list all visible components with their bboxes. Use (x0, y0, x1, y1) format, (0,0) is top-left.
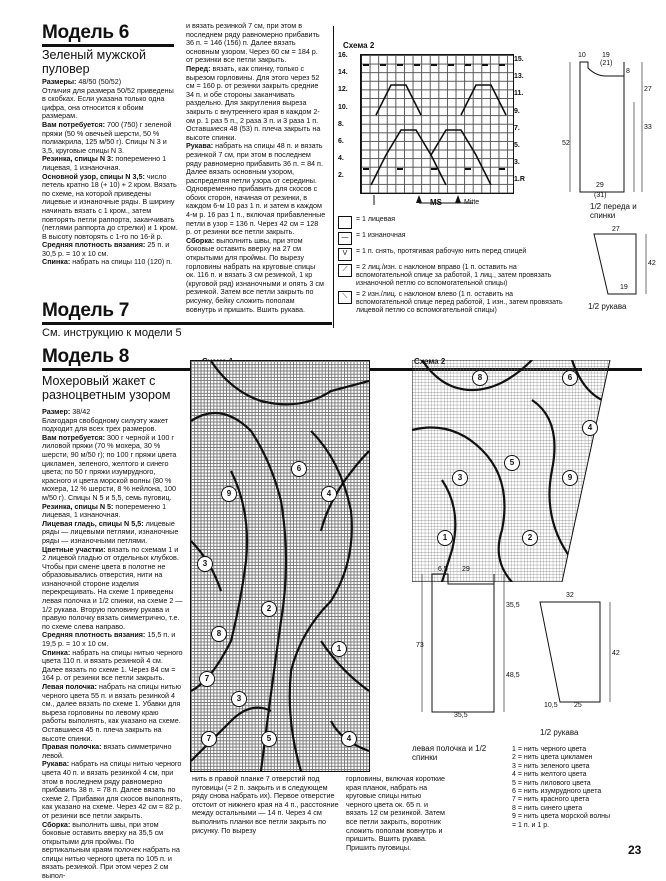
ms-label: MS (430, 198, 442, 207)
legend-item: 6 = нить изумрудного цвета (512, 788, 602, 796)
model8-text-col2: нить в правой планке 7 отверстий под пуговицы (= 2 п. закрыть и в следующем ряду снова набрать их). Первое отверстие отстоит от нижнего края на 4 п., расстояние между остальными — 14 п. Через 4 см выполнить планки все петли закрыть по рисунку. По вырезу (192, 774, 339, 835)
m8-dim-length: 73 (416, 642, 424, 649)
legend-symbol-icon: — (338, 232, 352, 245)
m8-scheme2-shape (412, 360, 612, 582)
paragraph-heading: Резинка, спицы N 5: (42, 501, 114, 511)
paragraph-text: 25 п. и 30,5 р. = 10 х 10 см. (42, 240, 170, 258)
row-number: 14. (338, 69, 348, 77)
paragraph-text: набрать на спицы нитью черного цвета 55 п. и вязать резинкой 4 см., далее вязать по схеме 1. Убавки для выреза горловины по левому краю работы выполнять, как указано на схеме. Оставшиеся 45 п. плеча закрыть на высоте спинки. (42, 682, 182, 743)
paragraph-text: лицевые ряды — лицевыми петлями, изнаночные ряды — изнаночными петлями. (42, 518, 179, 545)
legend-text: = 2 лиц./изн. с наклоном вправо (1 п. оставить на вспомогательной спице за работой, 1 лиц., затем провязать изнаночной петлю со вспомогательной спицы) (356, 264, 552, 287)
color-zone-label: 7 (199, 671, 215, 687)
paragraph-heading: Сборка: (186, 235, 215, 245)
paragraph-text: число петель кратно 18 (+ 10) + 2 кром. Вязать по схеме, на которой приведены лицевые и изнаночные ряды. В ширину начинать вязать с 1 кром., затем повторять петли раппорта, заканчивать (петлями раппорта до стрелки) и 1 кром. В высоту повторять с 1-го по 16-й р. (42, 171, 178, 241)
m8-pattern-front-shape (416, 562, 522, 722)
color-zone-label: 8 (211, 626, 227, 642)
paragraph (42, 503, 184, 520)
paragraph (42, 631, 184, 648)
legend-text: = 1 изнаночная (356, 232, 406, 239)
m6-scheme-symbols (361, 55, 513, 193)
legend-item: 3 = нить зеленого цвета (512, 762, 590, 770)
m6-dim-bottom-alt: (31) (594, 192, 607, 199)
row-number: 8. (338, 120, 344, 128)
m6-sleeve-top: 27 (612, 226, 620, 233)
paragraph (186, 65, 326, 142)
m8-dim-armhole: 35,5 (506, 602, 520, 609)
color-zone-label: 3 (452, 470, 468, 486)
m6-sleeve-height: 42 (648, 260, 656, 267)
legend-text: = 1 лицевая (356, 216, 396, 223)
color-zone-label: 8 (472, 370, 488, 386)
paragraph-text: 38/42 (70, 407, 91, 416)
color-zone-label: 9 (221, 486, 237, 502)
color-zone-label: 3 (231, 691, 247, 707)
paragraph-text: и вязать резинкой 7 см, при этом в последнем ряду равномерно прибавить 36 п. = 146 (156) п. Далее вязать основным узором. Через 60 см = 184 р. от резинки все петли закрыть. (186, 21, 320, 65)
m8-sleeve-top: 32 (566, 592, 574, 599)
m6-dim-top-alt: (21) (600, 60, 613, 67)
legend-symbol-icon: ⟍ (338, 291, 352, 304)
paragraph (42, 760, 184, 820)
m6-dim-height: 52 (562, 140, 570, 147)
legend-text: = 2 изн./лиц. с наклоном влево (1 п. оставить на вспомогательной спице перед работой, 1 изн., затем провязать лицевой петлю со вспомогательной спицы) (356, 291, 563, 314)
color-zone-label: 9 (562, 470, 578, 486)
row-number: 6. (338, 137, 344, 145)
paragraph (42, 258, 178, 267)
paragraph (42, 121, 178, 155)
paragraph-heading: Рукава: (186, 141, 214, 151)
model8-subtitle: Мохеровый жакет с разноцветным узором (42, 374, 171, 402)
legend-item: 8 = нить синего цвета (512, 804, 583, 812)
paragraph-heading: Цветные участки: (42, 544, 106, 554)
legend-item: 4 = нить желтого цвета (512, 771, 587, 779)
paragraph (186, 142, 326, 237)
color-zone-label: 6 (291, 461, 307, 477)
mitte-arrow-icon (455, 195, 461, 203)
row-number: 7. (514, 124, 520, 132)
paragraph-text: 15,5 п. и 19,5 р. = 10 х 10 см. (42, 630, 176, 649)
paragraph-heading: Сборка: (42, 819, 71, 829)
row-number: 13. (514, 73, 524, 81)
paragraph (42, 546, 184, 632)
paragraph (186, 22, 326, 65)
m6-dim-armhole: 27 (644, 86, 652, 93)
color-zone-label: 6 (562, 370, 578, 386)
column-divider (333, 26, 334, 328)
m6-pattern-body (562, 42, 657, 202)
color-zone-label: 2 (522, 530, 538, 546)
m6-dim-side: 33 (644, 124, 652, 131)
m8-pattern-sleeve (530, 590, 630, 710)
legend-item: 2 = нить цвета цикламен (512, 754, 593, 762)
page-number: 23 (628, 843, 642, 857)
m6-dim-neck: 8 (626, 68, 630, 75)
m8-scheme2-grid (412, 360, 612, 582)
m6-legend (338, 216, 570, 318)
row-number: 9. (514, 107, 520, 115)
legend-text: = 1 п. снять, протягивая рабочую нить перед спицей (356, 248, 527, 255)
paragraph (42, 683, 184, 743)
m8-dim-width: 35,5 (454, 712, 468, 719)
paragraph-text: выполнить швы, при этом боковые оставить вверху на 35,5 см открытыми для проймы. По вертикальным краям полочек набрать на спицы нитью черного цвета по 105 п. и вязать резинкой. При этом через 2 см выпол- (42, 819, 180, 881)
paragraph-text: Отличия для размера 50/52 приведены в скобках. Если указана только одна цифра, она относится к обоим размерам. (42, 85, 174, 121)
ms-arrow-icon (416, 195, 422, 203)
model6-subtitle: Зеленый мужской пуловер (42, 48, 146, 76)
paragraph-text: Благодаря свободному силуэту жакет подходит для всех трех размеров. (42, 415, 169, 434)
row-number: 3. (514, 159, 520, 167)
paragraph (42, 743, 184, 760)
paragraph-heading: Резинка, спицы N 3: (42, 154, 114, 164)
m6-row-numbers-left (338, 52, 358, 190)
m8-scheme1-grid (190, 360, 370, 772)
m6-dim-bottom: 29 (596, 182, 604, 189)
paragraph-heading: Средняя плотность вязания: (42, 240, 146, 250)
paragraph (186, 237, 326, 314)
paragraph-text: попеременно 1 лицевая, 1 изнаночная. (42, 501, 167, 520)
model7-title: Модель 7 (42, 300, 130, 321)
model6-title-underline (42, 44, 174, 47)
model7-text: См. инструкцию к модели 5 (42, 327, 182, 339)
paragraph-heading: Размер: (42, 407, 71, 416)
m8-dim-side: 48,5 (506, 672, 520, 679)
legend-item (338, 216, 570, 229)
paragraph-text: набрать на спицы 110 (120) п. (70, 257, 173, 267)
paragraph-text: набрать на спицы нитью черного цвета 110 п. и вязать резинкой 4 см. Далее вязать по схеме 1. Через 84 см = 164 р. от резинки все петли закрыть. (42, 647, 183, 683)
paragraph-heading: Правая полочка: (42, 742, 102, 752)
paragraph (42, 87, 178, 121)
paragraph (42, 649, 184, 683)
m6-dim-top-a: 10 (578, 52, 586, 59)
color-zone-label: 1 (331, 641, 347, 657)
legend-symbol-icon (338, 216, 352, 229)
row-number: 2. (338, 172, 344, 180)
color-zone-label: 3 (197, 556, 213, 572)
paragraph-heading: Левая полочка: (42, 682, 97, 691)
paragraph-heading: Вам потребуется: (42, 119, 106, 129)
legend-item (338, 264, 570, 288)
color-zone-label: 5 (504, 455, 520, 471)
row-number: 1.R (514, 176, 525, 184)
legend-item: 5 = нить лилового цвета (512, 779, 591, 787)
paragraph (42, 821, 184, 881)
m6-scheme-title: Схема 2 (343, 41, 375, 50)
paragraph (42, 155, 178, 172)
m8-sleeve-bottom-a: 10,5 (544, 702, 558, 709)
paragraph-heading: Средняя плотность вязания: (42, 630, 146, 640)
paragraph-heading: Вам потребуется: (42, 432, 106, 442)
m8-pattern-front (416, 562, 522, 722)
m8-dim-neck: 6,5 (438, 566, 448, 573)
m8-sleeve-bottom-b: 25 (574, 702, 582, 709)
paragraph-text: выполнить швы, при этом боковые оставить вверху на 27 см открытыми для проймы. По вырезу горловины набрать на круговые спицы ок. 116 п. и вязать 3 см резинкой, 1 кр (круговой ряд) изнаночными и опять 3 см резинкой. Затем все петли закрыть по рисунку, бейку сложить пополам вовнутрь и пришить. Вшить рукава. (186, 235, 324, 314)
mitte-label: Mitte (464, 199, 480, 206)
paragraph-heading: Перед: (186, 63, 211, 73)
row-number: 15. (514, 56, 524, 63)
paragraph-text: вязать, как спинку, только с вырезом горловины. Для этого через 52 см = 160 р. от резинки закрыть средние 34 п. и обе стороны заканчивать раздельно. Для закругления выреза закрыть с внутреннего края в каждом 2-ом р. 1 раз 5 п., 2 раза 3 п. и 3 раза 1 п. Оставшиеся 48 (53) п. плеча закрыть на высоте спинки. (186, 63, 321, 142)
color-zone-label: 7 (201, 731, 217, 747)
paragraph-text: 300 г черной и 100 г лиловой пряжи (70 % мохера, 30 % шерсти, 90 м/50 г); по 100 г пряжи цвета цикламен, зеленого, желтого и синего цвета; по 50 г пряжи изумрудного, красного и цвета морской волны (80 % мохера, 12 % шерсти, 8 % нейлона, 100 м/50 г). Спицы N 5 и 5,5, семь пуговиц. (42, 432, 177, 502)
paragraph-text: попеременно 1 лицевая, 1 изнаночная. (42, 154, 167, 172)
m8-legend (512, 746, 652, 830)
row-number: 4. (338, 155, 344, 163)
paragraph-text: набрать на спицы 48 п. и вязать резинкой 7 см, при этом в последнем ряду равномерно прибавить 36 п. = 84 п. Далее вязать основным узором, распределяя петли узора от середины. Одновременно прибавить для скосов с обоих сторон, начиная от резинки, в каждом 6-м 10 раз 1 п. и затем в каждом 4-м р. 16 раз 1 п., включая прибавленные петли в узор = 136 п. Через 42 см = 128 р. от резинки все петли закрыть. (186, 141, 326, 237)
paragraph-heading: Размеры: (42, 77, 77, 86)
m6-pattern-sleeve (588, 226, 660, 298)
color-zone-label: 1 (437, 530, 453, 546)
row-number: 11. (514, 90, 524, 98)
paragraph-heading: Лицевая гладь, спицы N 5,5: (42, 518, 144, 528)
color-zone-label: 2 (261, 601, 277, 617)
paragraph-text: вязать симметрично левой. (42, 742, 172, 760)
row-number: 5. (514, 141, 520, 149)
paragraph-heading: Спинка: (42, 257, 71, 267)
paragraph (42, 417, 184, 434)
m6-sleeve-caption: 1/2 рукава (588, 302, 627, 311)
m6-dim-top-b: 19 (602, 52, 610, 59)
m8-sleeve-height: 42 (612, 650, 620, 657)
paragraph-text: 700 (750) г зеленой пряжи (50 % овечьей шерсти, 50 % полиакрила, 125 м/50 г). Спицы N 3 и 3,5, круговые спицы N 3. (42, 119, 172, 155)
m6-scheme-bottom (358, 193, 518, 215)
m8-front-caption: левая полочка и 1/2 спинки (412, 744, 487, 762)
color-zone-label: 5 (261, 731, 277, 747)
paragraph-heading: Рукава: (42, 759, 70, 769)
paragraph-heading: Основной узор, спицы N 3,5: (42, 171, 145, 181)
paragraph-text: набрать на спицы нитью черного цвета 40 п. и вязать резинкой 4 см, при этом в последнем ряду равномерно прибавить 38 п. = 78 п. Далее вязать по схеме 2. Прибавки для скосов выполнять, как указано на схеме. Через 42 см = 82 р. от резинки все петли закрыть. (42, 759, 183, 820)
color-zone-label: 4 (582, 420, 598, 436)
row-number: 10. (338, 103, 348, 111)
paragraph (42, 520, 184, 546)
legend-item: = 1 п. и 1 р. (512, 821, 550, 829)
m6-pattern-caption: 1/2 переда и спинки (590, 202, 637, 220)
m6-row-numbers-right (514, 56, 554, 194)
m6-scheme-grid (360, 54, 514, 194)
paragraph-heading: Спинка: (42, 647, 71, 657)
model6-text-col2 (186, 22, 326, 314)
model8-text-col1 (42, 408, 184, 881)
paragraph-text: 48/50 (50/52) (76, 77, 122, 86)
color-zone-label: 4 (341, 731, 357, 747)
model6-text-col1 (42, 78, 178, 267)
color-zone-label: 4 (321, 486, 337, 502)
model8-title: Модель 8 (42, 346, 130, 367)
row-number: 12. (338, 86, 348, 94)
legend-item: 1 = нить черного цвета (512, 746, 587, 753)
row-number: 16. (338, 52, 348, 59)
legend-item (338, 248, 570, 261)
paragraph (42, 241, 178, 258)
m8-sleeve-caption: 1/2 рукава (540, 728, 579, 737)
legend-symbol-icon: ⟋ (338, 264, 352, 277)
m8-dim-shoulder: 29 (462, 566, 470, 573)
paragraph (42, 434, 184, 503)
legend-item (338, 232, 570, 245)
m6-sleeve-bottom: 19 (620, 284, 628, 291)
model8-text-col3: горловины, включая короткие края планок, набрать на круговые спицы нитью черного цвета ок. 65 п. и вязать 12 см резинкой. Затем все петли закрыть, воротник сложить пополам вовнутрь и пришить. Вшить рукава. Пришить пуговицы. (346, 774, 446, 852)
paragraph-text: вязать по схемам 1 и 2 лицевой гладью от отдельных клубков. Чтобы при смене цвета в полотне не образовывались отверстия, нити на изнаночной стороне изделия перекрещивать. На схеме 1 приведены левая полочка и 1/2 спинки, на схеме 2 — 1/2 рукава. Вторую половину рукава и правую полочку вязать симметрично, т.е. по схеме слева направо. (42, 544, 183, 631)
paragraph (42, 173, 178, 242)
legend-item: 9 = нить цвета морской волны (512, 813, 611, 821)
legend-item (338, 291, 570, 315)
m8-scheme1-contours (191, 361, 369, 771)
model6-title: Модель 6 (42, 22, 130, 43)
model7-title-underline (42, 322, 332, 325)
legend-symbol-icon: V (338, 248, 352, 261)
legend-item: 7 = нить красного цвета (512, 796, 590, 804)
